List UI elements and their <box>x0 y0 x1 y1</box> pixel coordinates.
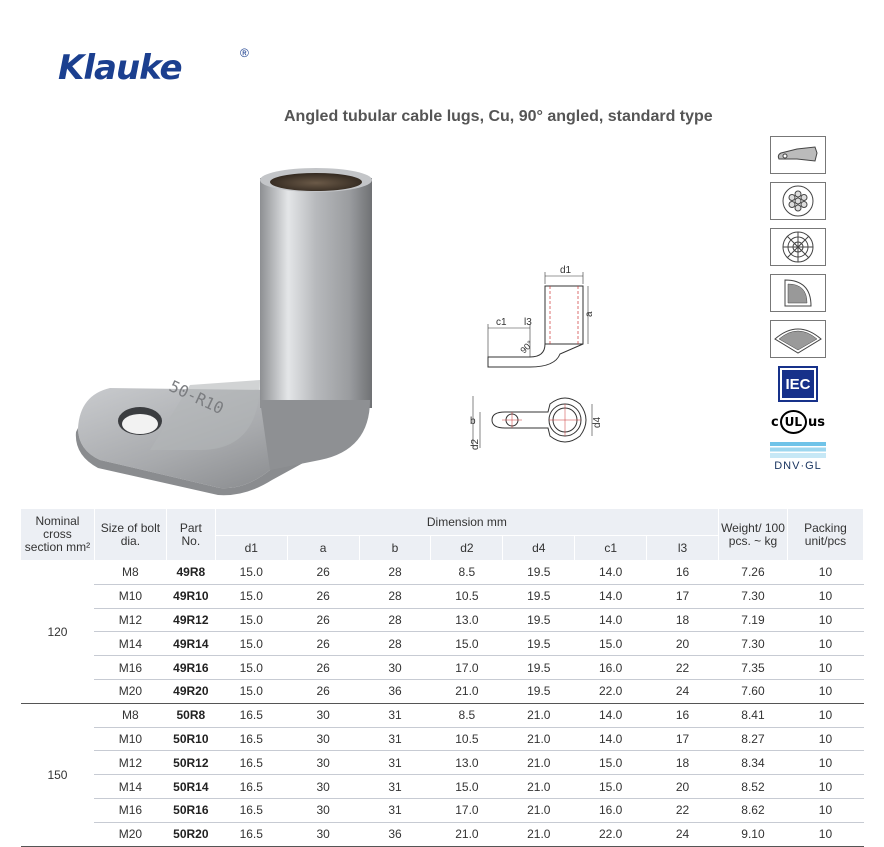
cell-weight: 8.27 <box>719 727 788 751</box>
cell-part: 49R8 <box>166 561 215 585</box>
table-row <box>21 727 864 751</box>
dim-b: b <box>470 416 476 427</box>
cell-d2: 21.0 <box>431 822 503 846</box>
cell-bolt: M10 <box>94 727 166 751</box>
cul-us: us <box>808 414 826 430</box>
cell-l3: 20 <box>647 775 719 799</box>
cell-pack: 10 <box>787 822 863 846</box>
cell-d4: 21.0 <box>503 775 575 799</box>
cell-pack: 10 <box>787 561 863 585</box>
cell-pack: 10 <box>787 798 863 822</box>
cell-part: 49R12 <box>166 608 215 632</box>
side-view <box>488 265 595 367</box>
cell-b: 36 <box>359 679 431 703</box>
cell-d1: 16.5 <box>215 822 287 846</box>
cell-d2: 15.0 <box>431 775 503 799</box>
dim-angle: 90° <box>518 338 536 356</box>
dnv-text: DNV·GL <box>774 460 822 472</box>
dim-a: a <box>584 311 595 317</box>
cell-bolt: M14 <box>94 632 166 656</box>
cell-d4: 19.5 <box>503 584 575 608</box>
cell-b: 28 <box>359 584 431 608</box>
th-dimension: Dimension mm <box>215 509 718 536</box>
th-packing: Packing unit/pcs <box>787 509 863 561</box>
cell-d1: 15.0 <box>215 561 287 585</box>
cell-part: 50R16 <box>166 798 215 822</box>
cell-bolt: M12 <box>94 608 166 632</box>
cell-d1: 15.0 <box>215 632 287 656</box>
header-row <box>21 509 864 536</box>
cell-l3: 16 <box>647 703 719 727</box>
cell-d4: 21.0 <box>503 751 575 775</box>
cell-c1: 14.0 <box>575 703 647 727</box>
cell-d1: 15.0 <box>215 679 287 703</box>
top-view <box>470 396 603 450</box>
cell-d1: 15.0 <box>215 656 287 680</box>
cell-d1: 16.5 <box>215 751 287 775</box>
cell-a: 30 <box>287 727 359 751</box>
cell-a: 26 <box>287 584 359 608</box>
cell-a: 26 <box>287 608 359 632</box>
technical-drawing <box>470 262 630 467</box>
table-row <box>21 608 864 632</box>
cell-d4: 19.5 <box>503 679 575 703</box>
cell-d4: 19.5 <box>503 608 575 632</box>
cell-c1: 16.0 <box>575 798 647 822</box>
spec-body <box>21 561 864 847</box>
cell-c1: 22.0 <box>575 679 647 703</box>
cell-d4: 19.5 <box>503 561 575 585</box>
cell-a: 30 <box>287 703 359 727</box>
cell-a: 26 <box>287 561 359 585</box>
cell-d1: 16.5 <box>215 703 287 727</box>
cell-pack: 10 <box>787 751 863 775</box>
cell-d1: 16.5 <box>215 775 287 799</box>
cell-d1: 16.5 <box>215 798 287 822</box>
cell-part: 49R14 <box>166 632 215 656</box>
cell-a: 26 <box>287 679 359 703</box>
th-b: b <box>359 536 431 561</box>
sector-conductor-icon <box>770 274 826 312</box>
cell-d2: 15.0 <box>431 632 503 656</box>
feature-icons <box>770 136 828 480</box>
cell-weight: 8.62 <box>719 798 788 822</box>
cell-a: 30 <box>287 751 359 775</box>
cell-d2: 10.5 <box>431 727 503 751</box>
cell-c1: 15.0 <box>575 775 647 799</box>
cell-a: 26 <box>287 632 359 656</box>
cell-d1: 15.0 <box>215 608 287 632</box>
sector-conductor-2-icon <box>770 320 826 358</box>
cell-weight: 7.26 <box>719 561 788 585</box>
iec-certification-icon <box>770 366 826 402</box>
stranded-conductor-icon <box>770 182 826 220</box>
product-photo <box>70 150 370 500</box>
th-part: Part No. <box>166 509 215 561</box>
dnv-gl-certification-icon <box>770 442 826 472</box>
cell-c1: 22.0 <box>575 822 647 846</box>
registered-mark: ® <box>240 46 249 60</box>
lug-stamp: 50-R10 <box>166 376 227 419</box>
cell-l3: 20 <box>647 632 719 656</box>
cell-pack: 10 <box>787 727 863 751</box>
table-row <box>21 584 864 608</box>
cell-c1: 14.0 <box>575 584 647 608</box>
cell-c1: 15.0 <box>575 751 647 775</box>
dim-c1: c1 <box>496 317 507 328</box>
cell-d2: 8.5 <box>431 703 503 727</box>
cell-l3: 17 <box>647 584 719 608</box>
page-title: Angled tubular cable lugs, Cu, 90° angled, standard type <box>284 108 713 125</box>
cell-section: 150 <box>21 703 95 846</box>
spec-table <box>20 508 864 847</box>
th-nominal: Nominal cross section mm² <box>21 509 95 561</box>
th-bolt: Size of bolt dia. <box>94 509 166 561</box>
cell-bolt: M14 <box>94 775 166 799</box>
cell-weight: 8.34 <box>719 751 788 775</box>
cell-a: 30 <box>287 822 359 846</box>
dnv-bars-icon <box>770 442 826 458</box>
cell-pack: 10 <box>787 775 863 799</box>
dim-d1: d1 <box>560 265 572 276</box>
cul-us-certification-icon <box>770 410 826 434</box>
cell-d4: 21.0 <box>503 822 575 846</box>
cell-d2: 21.0 <box>431 679 503 703</box>
cell-pack: 10 <box>787 703 863 727</box>
cell-part: 49R10 <box>166 584 215 608</box>
cell-c1: 15.0 <box>575 632 647 656</box>
cell-b: 36 <box>359 822 431 846</box>
cell-bolt: M8 <box>94 703 166 727</box>
th-d1: d1 <box>215 536 287 561</box>
cell-b: 31 <box>359 751 431 775</box>
cell-l3: 24 <box>647 822 719 846</box>
cell-part: 50R12 <box>166 751 215 775</box>
cell-l3: 24 <box>647 679 719 703</box>
cell-d2: 17.0 <box>431 798 503 822</box>
dim-d2: d2 <box>470 438 481 450</box>
cell-pack: 10 <box>787 584 863 608</box>
cell-d2: 13.0 <box>431 751 503 775</box>
cul-ul: UL <box>780 410 807 434</box>
cell-weight: 9.10 <box>719 822 788 846</box>
cell-part: 49R20 <box>166 679 215 703</box>
th-d2: d2 <box>431 536 503 561</box>
table-row <box>21 703 864 727</box>
cul-c: c <box>770 414 779 430</box>
cell-d4: 21.0 <box>503 727 575 751</box>
cell-l3: 22 <box>647 656 719 680</box>
cell-a: 26 <box>287 656 359 680</box>
cell-l3: 17 <box>647 727 719 751</box>
cell-part: 50R10 <box>166 727 215 751</box>
table-row <box>21 775 864 799</box>
th-a: a <box>287 536 359 561</box>
cell-c1: 14.0 <box>575 561 647 585</box>
table-row <box>21 751 864 775</box>
cell-a: 30 <box>287 775 359 799</box>
cell-l3: 22 <box>647 798 719 822</box>
cell-weight: 8.52 <box>719 775 788 799</box>
stranded-conductor-2-icon <box>770 228 826 266</box>
cell-b: 31 <box>359 727 431 751</box>
cell-b: 28 <box>359 561 431 585</box>
cell-part: 50R20 <box>166 822 215 846</box>
cell-d2: 17.0 <box>431 656 503 680</box>
th-weight: Weight/ 100 pcs. ~ kg <box>719 509 788 561</box>
cell-part: 50R8 <box>166 703 215 727</box>
brand-logo <box>58 46 249 88</box>
cell-c1: 14.0 <box>575 608 647 632</box>
table-row <box>21 822 864 846</box>
cell-c1: 14.0 <box>575 727 647 751</box>
cell-b: 28 <box>359 632 431 656</box>
cell-d2: 8.5 <box>431 561 503 585</box>
cell-bolt: M16 <box>94 656 166 680</box>
cell-b: 31 <box>359 798 431 822</box>
cell-d1: 16.5 <box>215 727 287 751</box>
cell-d4: 21.0 <box>503 798 575 822</box>
cell-pack: 10 <box>787 656 863 680</box>
cell-pack: 10 <box>787 608 863 632</box>
cable-lug-image <box>70 150 370 495</box>
cell-section: 120 <box>21 561 95 704</box>
dim-d4: d4 <box>592 416 603 428</box>
dim-l3: l3 <box>524 317 532 328</box>
cell-b: 28 <box>359 608 431 632</box>
table-row <box>21 632 864 656</box>
cell-bolt: M8 <box>94 561 166 585</box>
cell-part: 49R16 <box>166 656 215 680</box>
cell-b: 31 <box>359 775 431 799</box>
cell-weight: 8.41 <box>719 703 788 727</box>
table-row <box>21 656 864 680</box>
cell-weight: 7.19 <box>719 608 788 632</box>
cell-c1: 16.0 <box>575 656 647 680</box>
cell-bolt: M20 <box>94 679 166 703</box>
cell-d4: 19.5 <box>503 632 575 656</box>
table-row <box>21 798 864 822</box>
cell-l3: 18 <box>647 608 719 632</box>
cell-d4: 21.0 <box>503 703 575 727</box>
th-d4: d4 <box>503 536 575 561</box>
cell-weight: 7.30 <box>719 632 788 656</box>
th-l3: l3 <box>647 536 719 561</box>
logo-text: Klauke <box>58 48 182 88</box>
cell-bolt: M20 <box>94 822 166 846</box>
cell-d4: 19.5 <box>503 656 575 680</box>
cable-lug-icon <box>770 136 826 174</box>
cell-b: 31 <box>359 703 431 727</box>
cell-part: 50R14 <box>166 775 215 799</box>
table-row <box>21 679 864 703</box>
cell-l3: 16 <box>647 561 719 585</box>
cell-bolt: M12 <box>94 751 166 775</box>
cell-bolt: M16 <box>94 798 166 822</box>
cell-b: 30 <box>359 656 431 680</box>
cell-d1: 15.0 <box>215 584 287 608</box>
iec-badge: IEC <box>778 366 818 402</box>
cell-l3: 18 <box>647 751 719 775</box>
cell-weight: 7.30 <box>719 584 788 608</box>
cell-weight: 7.60 <box>719 679 788 703</box>
table-row <box>21 561 864 585</box>
cell-pack: 10 <box>787 679 863 703</box>
cell-a: 30 <box>287 798 359 822</box>
cell-d2: 10.5 <box>431 584 503 608</box>
cell-bolt: M10 <box>94 584 166 608</box>
cell-d2: 13.0 <box>431 608 503 632</box>
cell-pack: 10 <box>787 632 863 656</box>
cell-weight: 7.35 <box>719 656 788 680</box>
th-c1: c1 <box>575 536 647 561</box>
